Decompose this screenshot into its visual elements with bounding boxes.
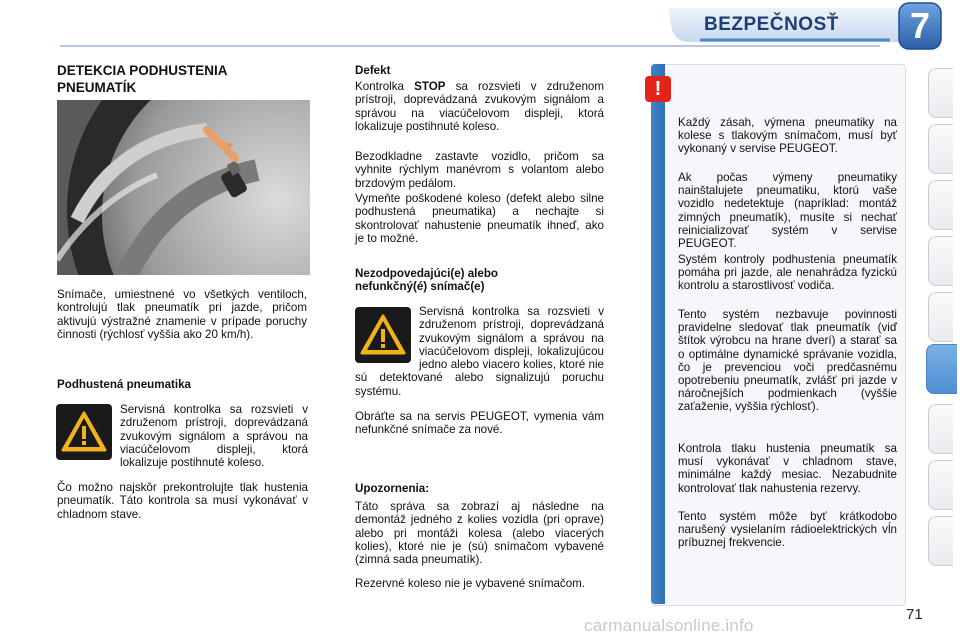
chapter-number: 7: [909, 5, 931, 46]
note-paragraph-4: Tento systém nezbavuje povinnosti pravidelne sledovať tlak pneumatík (viď štítok výrobcu na hrane dverí) a starať sa o optimálne dynamické správanie vozidla, čo je prevenciou voči predčasnému opotrebeniu pneumatík, zvlášť pri jazde v náročnejších podmienkach (vyššie zaťaženie, vyššia rýchlosť).: [678, 308, 897, 414]
side-tab-9[interactable]: [928, 516, 953, 566]
defect-paragraph-3: Vymeňte poškodené koleso (defekt alebo silne podhustená pneumatika) a nechajte si skontrolovať nahustenie pneumatík ihneď, ako je to možné.: [355, 192, 604, 245]
side-tab-7[interactable]: [928, 404, 953, 454]
side-tab-safety[interactable]: [926, 344, 957, 394]
note-paragraph-1: Každý zásah, výmena pneumatiky na kolese s tlakovým snímačom, musí byť vykonaný v servise PEUGEOT.: [678, 116, 897, 156]
sensor-p1-text: Servisná kontrolka sa rozsvieti v združenom prístroji, doprevádzaná zvukovým signálom a správou na viacúčelovom displeji, lokalizujúcou jedno alebo viacero kolies, ktoré nie sú detektované alebo signalizujú poruchu systému.: [355, 305, 604, 398]
defect-p1-post: sa rozsvieti v združenom prístroji, doprevádzaná zvukovým signálom a správou na viacúčelovom displeji, ktorá lokalizuje postihnuté koleso.: [355, 80, 604, 133]
underinflated-text: Servisná kontrolka sa rozsvieti v združenom prístroji, doprevádzaná zvukovým signálom a správou na viacúčelovom displeji, ktorá lokalizuje postihnuté koleso.: [120, 403, 308, 470]
tyre-warning-light-1: [56, 404, 112, 460]
section-title: DETEKCIA PODHUSTENIA PNEUMATÍK: [57, 63, 228, 95]
defect-title: Defekt: [355, 64, 391, 77]
defect-paragraph-1: [355, 80, 604, 133]
defect-p1-pre: Kontrolka: [355, 80, 415, 93]
note-stripe: [651, 64, 665, 604]
reminder-paragraph-1: Táto správa sa zobrazí aj následne na demontáž jedného z kolies vozidla (pri oprave) alebo pri montáži kolesa (alebo viacerých kolies), ktoré nie je (sú) snímačom vybavené (zimná sada pneumatík).: [355, 500, 604, 567]
underinflated-title: Podhustená pneumatika: [57, 378, 191, 391]
note-paragraph-5: Kontrola tlaku hustenia pneumatík sa musí vykonávať v chladnom stave, minimálne každý mesiac. Nezabudnite kontrolovať tlak nahustenia rezervy.: [678, 442, 897, 495]
chapter-title: BEZPEČNOSŤ: [704, 14, 839, 35]
underinflated-text-2: Čo možno najskôr prekontrolujte tlak hustenia pneumatík. Táto kontrola sa musí vykonávať v chladnom stave.: [57, 481, 308, 521]
icon-spacer: [355, 305, 419, 361]
sensor-paragraph-2: Obráťte sa na servis PEUGEOT, vymenia vám nefunkčné snímače za nové.: [355, 410, 604, 437]
tyre-valve-photo: [57, 100, 310, 275]
sensor-paragraph-1: [355, 305, 604, 398]
side-tab-2[interactable]: [928, 124, 953, 174]
defect-paragraph-2: Bezodkladne zastavte vozidlo, pričom sa vyhnite rýchlym manévrom s volantom alebo brzdovým pedálom.: [355, 150, 604, 190]
side-tab-3[interactable]: [928, 180, 953, 230]
tyre-warning-icon: [56, 404, 112, 460]
side-tab-4[interactable]: [928, 236, 953, 286]
note-paragraph-2: Ak počas výmeny pneumatiky nainštalujete pneumatiku, ktorú vaše vozidlo nedetektuje (napríklad: montáž zimných pneumatík), musíte si nechať reinicializovať systém v servise PEUGEOT.: [678, 171, 897, 251]
side-tab-8[interactable]: [928, 460, 953, 510]
sensor-title: Nezodpovedajúci(e) alebo nefunkčný(é) snímač(e): [355, 267, 499, 294]
exclamation-icon: !: [645, 76, 671, 102]
reminder-paragraph-2: Rezervné koleso nie je vybavené snímačom.: [355, 577, 586, 590]
note-paragraph-6: Tento systém môže byť krátkodobo narušený vysielaním rádioelektrických vĺn príbuznej frekvencie.: [678, 510, 897, 550]
chapter-badge: [898, 2, 942, 50]
side-tab-5[interactable]: [928, 292, 953, 342]
reminder-title: Upozornenia:: [355, 482, 430, 495]
stop-label: STOP: [414, 80, 446, 93]
intro-text: Snímače, umiestnené vo všetkých ventiloch, kontrolujú tlak pneumatík pri jazde, pričom aktivujú výstražné znamenie v prípade poruchy činnosti (rýchlosť vyššia ako 20 km/h).: [57, 288, 307, 341]
note-paragraph-3: Systém kontroly podhustenia pneumatík pomáha pri jazde, ale nenahrádza fyzickú kontrolu a starostlivosť vodiča.: [678, 253, 897, 293]
side-tab-1[interactable]: [928, 68, 953, 118]
page-number: 71: [906, 606, 923, 623]
watermark: carmanualsonline.info: [584, 616, 754, 635]
